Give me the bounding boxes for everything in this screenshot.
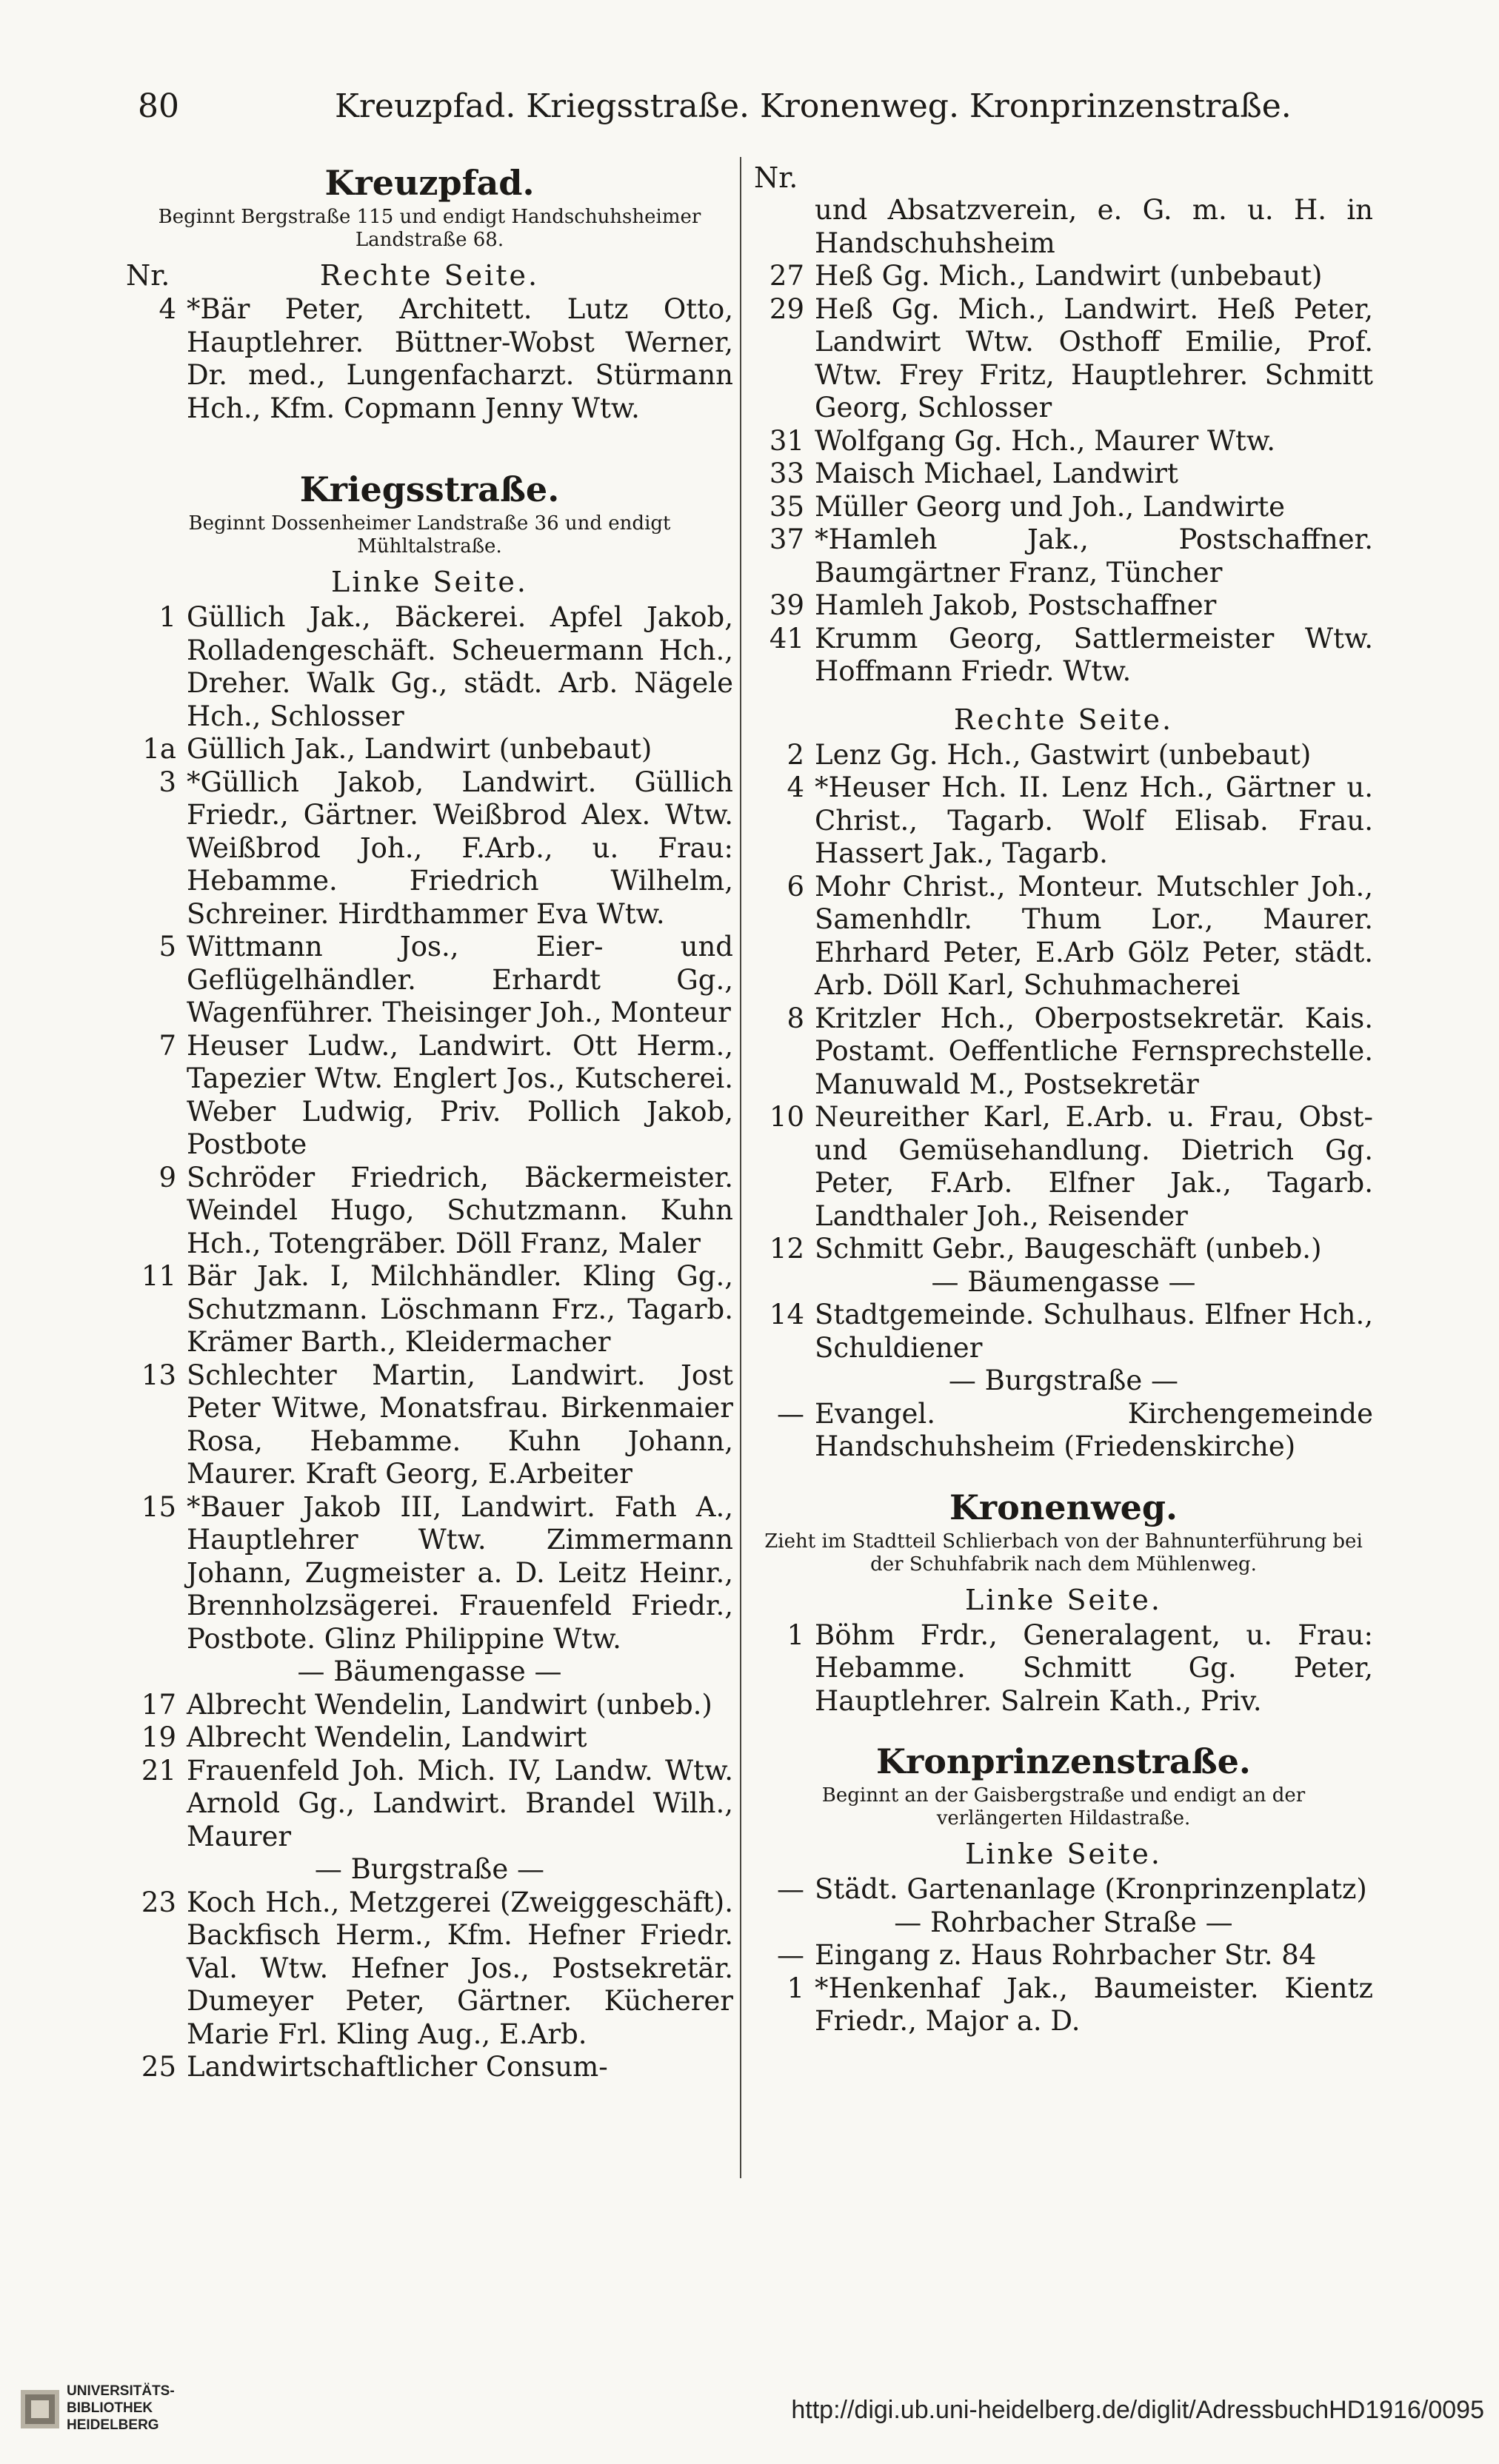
house-number: 37 [769, 523, 804, 555]
entry-text: *Henkenhaf Jak., Baumeister. Kientz Friedr., Major a. D. [815, 1972, 1373, 2037]
list-item [126, 1260, 733, 1359]
library-logo [19, 2383, 204, 2442]
list-item [126, 1359, 733, 1491]
list-item [126, 1721, 733, 1755]
house-number: 8 [787, 1002, 804, 1034]
section-intro-kreuzpfad: Beginnt Bergstraße 115 und endigt Handschuhsheimer Landstraße 68. [158, 206, 701, 251]
list-item [754, 293, 1373, 425]
house-number: — [777, 1397, 804, 1430]
house-number: 14 [769, 1299, 804, 1330]
list-item [754, 425, 1373, 458]
entry-text: Neureither Karl, E.Arb. u. Frau, Obst- und Gemüsehandlung. Dietrich Gg. Peter, F.Arb. Elfner Jak., Tagarb. Landthaler Joh., Reisender [815, 1101, 1373, 1232]
entry-text: *Heuser Hch. II. Lenz Hch., Gärtner u. Christ., Tagarb. Wolf Elisab. Frau. Hassert Jak., Tagarb. [815, 771, 1373, 869]
entry-text: Güllich Jak., Bäckerei. Apfel Jakob, Rolladengeschäft. Scheuermann Hch., Dreher. Walk Gg., städt. Arb. Nägele Hch., Schlosser [187, 601, 733, 732]
house-number: 13 [141, 1359, 176, 1391]
entry-text: Stadtgemeinde. Schulhaus. Elfner Hch., Schuldiener [815, 1299, 1374, 1364]
list-item [754, 1398, 1373, 1464]
house-number: 2 [787, 738, 804, 771]
library-name-line: BIBLIOTHEK [67, 2400, 153, 2416]
list-item [126, 1886, 733, 2052]
entry-text: Böhm Frdr., Generalagent, u. Frau: Hebamme. Schmitt Gg. Peter, Hauptlehrer. Salrein Kath., Priv. [815, 1618, 1373, 1717]
entry-text: Wolfgang Gg. Hch., Maurer Wtw. [815, 424, 1275, 457]
page-number: 80 [138, 87, 179, 125]
continuation-entry [754, 194, 1373, 260]
list-item [126, 733, 733, 766]
house-number: 1 [787, 1618, 804, 1651]
entry-text: Evangel. Kirchengemeinde Handschuhsheim (Friedenskirche) [815, 1397, 1373, 1462]
entry-text: Krumm Georg, Sattlermeister Wtw. Hoffmann Friedr. Wtw. [815, 622, 1373, 687]
library-name-line: HEIDELBERG [67, 2417, 159, 2433]
entry-text: Lenz Gg. Hch., Gastwirt (unbebaut) [815, 738, 1312, 771]
list-item [126, 293, 733, 425]
entry-text: Koch Hch., Metzgerei (Zweiggeschäft). Backfisch Herm., Kfm. Hefner Friedr. Val. Wtw. Hefner Jos., Postsekretär. Dumeyer Peter, Gärtner. Kücherer Marie Frl. Kling Aug., E.Arb. [187, 1886, 733, 2050]
house-number: 21 [141, 1754, 176, 1787]
list-item [754, 1619, 1373, 1718]
entry-text: Albrecht Wendelin, Landwirt [187, 1721, 587, 1753]
running-title: Kreuzpfad. Kriegsstraße. Kronenweg. Kronprinzenstraße. [335, 87, 1292, 125]
section-intro-kriegsstrasse: Beginnt Dossenheimer Landstraße 36 und endigt Mühltalstraße. [188, 512, 671, 558]
house-number: 5 [158, 931, 176, 962]
side-label: Rechte Seite. [319, 259, 540, 292]
section-title-kronprinzenstrasse: Kronprinzenstraße. [876, 1741, 1251, 1781]
house-number: 4 [787, 771, 804, 803]
list-item [126, 1162, 733, 1261]
entry-text: und Absatzverein, e. G. m. u. H. in Handschuhsheim [815, 194, 1373, 259]
entry-text: Heß Gg. Mich., Landwirt (unbebaut) [815, 260, 1323, 292]
cross-street: — Bäumengasse — [931, 1265, 1196, 1298]
house-number: 35 [769, 490, 804, 523]
entry-text: Heß Gg. Mich., Landwirt. Heß Peter, Landwirt Wtw. Osthoff Emilie, Prof. Wtw. Frey Fritz, Hauptlehrer. Schmitt Georg, Schlosser [815, 292, 1373, 424]
house-number: 9 [158, 1161, 176, 1194]
list-item [126, 1491, 733, 1656]
entry-text: Eingang z. Haus Rohrbacher Str. 84 [815, 1939, 1317, 1971]
entry-text: Heuser Ludw., Landwirt. Ott Herm., Tapezier Wtw. Englert Jos., Kutscherei. Weber Ludwig, Priv. Pollich Jakob, Postbote [187, 1029, 733, 1160]
side-label: Linke Seite. [965, 1583, 1162, 1616]
entry-text: Landwirtschaftlicher Consum- [187, 2051, 608, 2083]
house-number: 39 [769, 589, 804, 621]
entry-text: Bär Jak. I, Milchhändler. Kling Gg., Schutzmann. Löschmann Frz., Tagarb. Krämer Barth., Kleidermacher [187, 1260, 733, 1358]
entry-list [754, 1939, 1373, 2038]
entry-list [126, 601, 733, 1656]
house-number: 11 [141, 1260, 176, 1292]
list-item [754, 1233, 1373, 1266]
cross-street: — Burgstraße — [948, 1365, 1179, 1396]
list-item [754, 523, 1373, 589]
side-label: Linke Seite. [331, 566, 528, 598]
house-number: 7 [158, 1029, 176, 1062]
house-number: 1 [787, 1972, 804, 2004]
entry-text: Schmitt Gebr., Baugeschäft (unbeb.) [815, 1233, 1322, 1265]
house-number: 12 [769, 1233, 804, 1265]
house-number: 29 [769, 292, 804, 325]
entry-text: *Güllich Jakob, Landwirt. Güllich Friedr., Gärtner. Weißbrod Alex. Wtw. Weißbrod Joh., F.Arb., u. Frau: Hebamme. Friedrich Wilhelm, Schreiner. Hirdthammer Eva Wtw. [187, 766, 733, 930]
entry-text: Maisch Michael, Landwirt [815, 458, 1178, 489]
list-item [754, 1299, 1373, 1365]
list-item [754, 1873, 1373, 1906]
house-number: 15 [141, 1490, 176, 1523]
list-item [126, 601, 733, 733]
house-number: 31 [769, 424, 804, 457]
entry-list [754, 260, 1373, 689]
entry-list [754, 739, 1373, 1266]
section-intro-kronenweg: Zieht im Stadtteil Schlierbach von der Bahnunterführung bei der Schuhfabrik nach dem Mühlenweg. [764, 1530, 1363, 1576]
house-number: 6 [787, 870, 804, 903]
entry-text: *Bär Peter, Architett. Lutz Otto, Hauptlehrer. Büttner-Wobst Werner, Dr. med., Lungenfacharzt. Stürmann Hch., Kfm. Copmann Jenny Wtw. [187, 293, 733, 424]
section-title-kriegsstrasse: Kriegsstraße. [299, 469, 560, 509]
side-label: Linke Seite. [965, 1838, 1162, 1870]
entry-text: Wittmann Jos., Eier- und Geflügelhändler. Erhardt Gg., Wagenführer. Theisinger Joh., Monteur [187, 931, 733, 1028]
list-item [126, 1755, 733, 1854]
section-title-kreuzpfad: Kreuzpfad. [324, 163, 535, 203]
entry-text: Frauenfeld Joh. Mich. IV, Landw. Wtw. Arnold Gg., Landwirt. Brandel Wilh., Maurer [187, 1754, 733, 1852]
entry-list [754, 1299, 1373, 1365]
library-name-line: UNIVERSITÄTS- [67, 2383, 175, 2399]
list-item [754, 871, 1373, 1002]
house-number: 1 [158, 601, 176, 633]
list-item [754, 771, 1373, 871]
entry-text: Güllich Jak., Landwirt (unbebaut) [187, 733, 652, 765]
entry-text: Städt. Gartenanlage (Kronprinzenplatz) [815, 1873, 1367, 1905]
house-number: 23 [141, 1886, 176, 1918]
house-number: — [777, 1873, 804, 1905]
nr-label: Nr. [754, 161, 798, 194]
page-header [133, 87, 1292, 132]
list-item [754, 1101, 1373, 1233]
side-row-kreuzpfad [126, 258, 733, 293]
list-item [126, 766, 733, 931]
entry-text: *Hamleh Jak., Postschaffner. Baumgärtner Franz, Tüncher [815, 523, 1373, 589]
entry-text: *Bauer Jakob III, Landwirt. Fath A., Hauptlehrer Wtw. Zimmermann Johann, Zugmeister a. D. Leitz Heinr., Brennholzsägerei. Frauenfeld Friedr., Postbote. Glinz Philippine Wtw. [187, 1490, 733, 1655]
list-item [126, 1030, 733, 1162]
list-item [754, 1939, 1373, 1972]
entry-text: Hamleh Jakob, Postschaffner [815, 589, 1217, 621]
entry-list [126, 293, 733, 425]
source-url-link[interactable]: http://digi.ub.uni-heidelberg.de/diglit/AdressbuchHD1916/0095 [791, 2396, 1484, 2424]
nr-label: Nr. [126, 259, 170, 292]
left-column [126, 161, 733, 2084]
list-item [754, 589, 1373, 623]
list-item [126, 931, 733, 1030]
entry-list [754, 1398, 1373, 1464]
list-item [754, 1002, 1373, 1102]
cross-street: — Burgstraße — [314, 1853, 545, 1885]
entry-list [754, 1873, 1373, 1906]
entry-list [126, 1886, 733, 2084]
list-item [126, 2051, 733, 2084]
entry-text: Mohr Christ., Monteur. Mutschler Joh., Samenhdlr. Thum Lor., Maurer. Ehrhard Peter, E.Arb Gölz Peter, städt. Arb. Döll Karl, Schuhmacherei [815, 870, 1373, 1001]
house-number: 25 [141, 2051, 176, 2083]
entry-text: Albrecht Wendelin, Landwirt (unbeb.) [187, 1688, 712, 1721]
list-item [754, 739, 1373, 772]
list-item [754, 1972, 1373, 2038]
entry-text: Kritzler Hch., Oberpostsekretär. Kais. Postamt. Oeffentliche Fernsprechstelle. Manuwald M., Postsekretär [815, 1002, 1373, 1100]
entry-text: Schlechter Martin, Landwirt. Jost Peter Witwe, Monatsfrau. Birkenmaier Rosa, Hebamme. Kuhn Johann, Maurer. Kraft Georg, E.Arbeiter [187, 1359, 733, 1490]
side-label: Rechte Seite. [953, 703, 1174, 736]
cross-street: — Rohrbacher Straße — [894, 1906, 1233, 1938]
house-number: 4 [158, 293, 176, 325]
library-seal-icon [19, 2388, 61, 2430]
entry-text: Schröder Friedrich, Bäckermeister. Weindel Hugo, Schutzmann. Kuhn Hch., Totengräber. Döll Franz, Maler [187, 1161, 733, 1259]
house-number: 10 [769, 1101, 804, 1133]
section-title-kronenweg: Kronenweg. [949, 1487, 1178, 1527]
house-number: 33 [769, 458, 804, 489]
section-intro-kronprinzenstrasse: Beginnt an der Gaisbergstraße und endigt an der verlängerten Hildastraße. [821, 1784, 1306, 1829]
right-column [754, 161, 1373, 2038]
house-number: 27 [769, 260, 804, 292]
entry-list [754, 1619, 1373, 1718]
entry-list [126, 1689, 733, 1854]
list-item [754, 491, 1373, 524]
house-number: — [777, 1939, 804, 1971]
house-number: 17 [141, 1688, 176, 1721]
column-divider [740, 157, 741, 2178]
house-number: 19 [141, 1721, 176, 1753]
cross-street: — Bäumengasse — [297, 1656, 562, 1687]
house-number: 41 [769, 622, 804, 654]
entry-text: Müller Georg und Joh., Landwirte [815, 490, 1286, 523]
house-number: 3 [158, 766, 176, 798]
list-item [754, 260, 1373, 293]
list-item [754, 458, 1373, 491]
list-item [126, 1689, 733, 1722]
list-item [754, 623, 1373, 689]
house-number: 1a [142, 733, 176, 765]
